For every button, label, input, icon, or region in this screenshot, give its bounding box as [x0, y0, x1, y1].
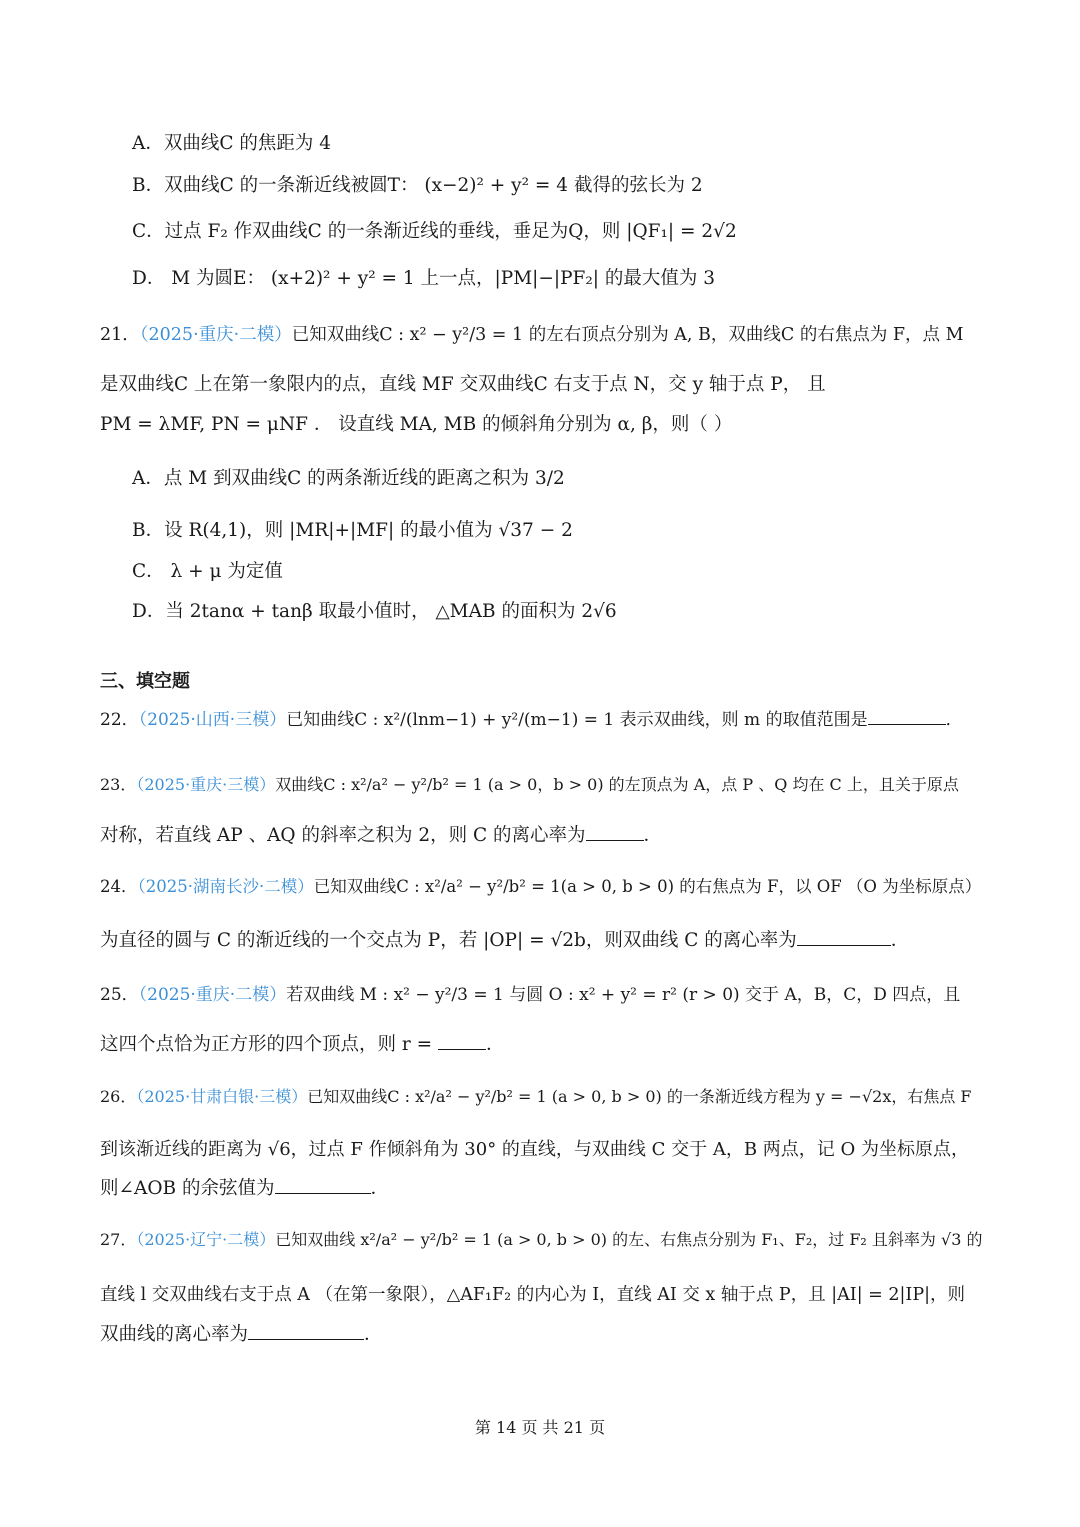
q23-end: ．	[643, 825, 663, 846]
q27-number: 27．	[100, 1230, 137, 1249]
q21-line1	[100, 321, 982, 349]
q26-source: （2025·甘肃白银·三模）	[136, 1087, 308, 1106]
q25-line1	[100, 981, 982, 1009]
section-title: 三、填空题	[100, 671, 190, 692]
q27-text: 已知双曲线 x²/a² − y²/b² = 1 (a > 0, b > 0) 的左、右焦点分别为 F₁、F₂，过 F₂ 且斜率为 √3 的	[275, 1230, 983, 1249]
q27-line2: 直线 l 交双曲线右支于点 A （在第一象限），△AF₁F₂ 的内心为 I，直线 AI 交 x 轴于点 P，且 |AI| = 2|IP|，则	[100, 1285, 965, 1305]
q21-number: 21．	[100, 325, 140, 345]
q24-source: （2025·湖南长沙·二模）	[137, 877, 314, 896]
q24-line1	[100, 873, 982, 901]
q25-answer-blank[interactable]	[438, 1031, 486, 1050]
q27-line1	[100, 1226, 982, 1254]
q23-line1	[100, 771, 982, 799]
q24-text2: 为直径的圆与 C 的渐近线的一个交点为 P，若 |OP| = √2b，则双曲线 C 的离心率为	[100, 930, 797, 951]
q22-text: 已知曲线C : x²/(lnm−1) + y²/(m−1) = 1 表示双曲线，则 m 的取值范围是	[286, 710, 868, 730]
q24-line2	[100, 927, 982, 955]
q26-line1	[100, 1083, 982, 1111]
q23-answer-blank[interactable]	[586, 822, 644, 841]
q23-source: （2025·重庆·三模）	[136, 775, 276, 794]
q26-line2: 到该渐近线的距离为 √6，过点 F 作倾斜角为 30° 的直线，与双曲线 C 交于 A，B 两点，记 O 为坐标原点，	[100, 1139, 970, 1160]
q26-text3: 则∠AOB 的余弦值为	[100, 1178, 275, 1199]
q22-source: （2025·山西·三模）	[138, 710, 287, 730]
q26-answer-blank[interactable]	[275, 1175, 371, 1194]
q24-text: 已知双曲线C : x²/a² − y²/b² = 1(a > 0, b > 0) 的右焦点为 F，以 OF （O 为坐标原点）	[313, 877, 982, 896]
q22-end: ．	[945, 710, 963, 730]
q22-number: 22．	[100, 710, 139, 730]
q24-end: ．	[890, 930, 910, 951]
q23-number: 23．	[100, 775, 137, 794]
q20-option-b: B．双曲线C 的一条渐近线被圆T： (x−2)² + y² = 4 截得的弦长为 2	[132, 175, 703, 196]
q21-option-c: C． λ + μ 为定值	[132, 561, 283, 582]
q21-text: 已知双曲线C : x² − y²/3 = 1 的左右顶点分别为 A, B，双曲线C 的右焦点为 F，点 M	[291, 325, 964, 345]
q21-option-d: D．当 2tanα + tanβ 取最小值时， △MAB 的面积为 2√6	[132, 601, 617, 622]
q23-text2: 对称，若直线 AP 、AQ 的斜率之积为 2，则 C 的离心率为	[100, 825, 586, 846]
q21-option-b: B．设 R(4,1)，则 |MR|+|MF| 的最小值为 √37 − 2	[132, 520, 573, 541]
q20-option-a: A．双曲线C 的焦距为 4	[132, 133, 332, 154]
q27-line3	[100, 1321, 982, 1349]
q26-text: 已知双曲线C : x²/a² − y²/b² = 1 (a > 0, b > 0) 的一条渐近线方程为 y = −√2x，右焦点 F	[307, 1087, 972, 1106]
q23-line2	[100, 822, 982, 850]
q27-source: （2025·辽宁·二模）	[136, 1230, 276, 1249]
q25-source: （2025·重庆·二模）	[138, 985, 287, 1005]
q23-text: 双曲线C : x²/a² − y²/b² = 1 (a > 0，b > 0) 的左顶点为 A，点 P 、Q 均在 C 上，且关于原点	[275, 775, 959, 794]
q20-option-c: C．过点 F₂ 作双曲线C 的一条渐近线的垂线，垂足为Q，则 |QF₁| = 2√2	[132, 221, 737, 242]
q26-end: ．	[370, 1178, 390, 1199]
q24-number: 24．	[100, 877, 138, 896]
q22-line1	[100, 706, 982, 734]
q25-text2: 这四个点恰为正方形的四个顶点，则 r =	[100, 1034, 433, 1055]
q25-end: ．	[486, 1034, 505, 1055]
q26-number: 26．	[100, 1087, 137, 1106]
q27-text3: 双曲线的离心率为	[100, 1324, 249, 1345]
q27-answer-blank[interactable]	[248, 1321, 364, 1340]
q26-line3	[100, 1175, 982, 1203]
q25-line2	[100, 1031, 982, 1059]
q21-line2: 是双曲线C 上在第一象限内的点，直线 MF 交双曲线C 右支于点 N，交 y 轴于点 P， 且	[100, 374, 826, 395]
q25-number: 25．	[100, 985, 139, 1005]
q21-line3: PM = λMF, PN = μNF ． 设直线 MA, MB 的倾斜角分别为 α, β，则（ ）	[100, 414, 733, 435]
q21-source: （2025·重庆·二模）	[139, 325, 292, 345]
q24-answer-blank[interactable]	[797, 927, 891, 946]
q22-answer-blank[interactable]	[868, 706, 946, 725]
q21-option-a: A．点 M 到双曲线C 的两条渐近线的距离之积为 3/2	[132, 468, 565, 489]
q25-text: 若双曲线 M : x² − y²/3 = 1 与圆 O : x² + y² = r² (r > 0) 交于 A，B，C，D 四点，且	[286, 985, 961, 1005]
page-footer: 第 14 页 共 21 页	[474, 1418, 606, 1437]
q20-option-d: D． M 为圆E： (x+2)² + y² = 1 上一点，|PM|−|PF₂| 的最大值为 3	[132, 268, 716, 289]
q27-end: ．	[364, 1324, 383, 1345]
